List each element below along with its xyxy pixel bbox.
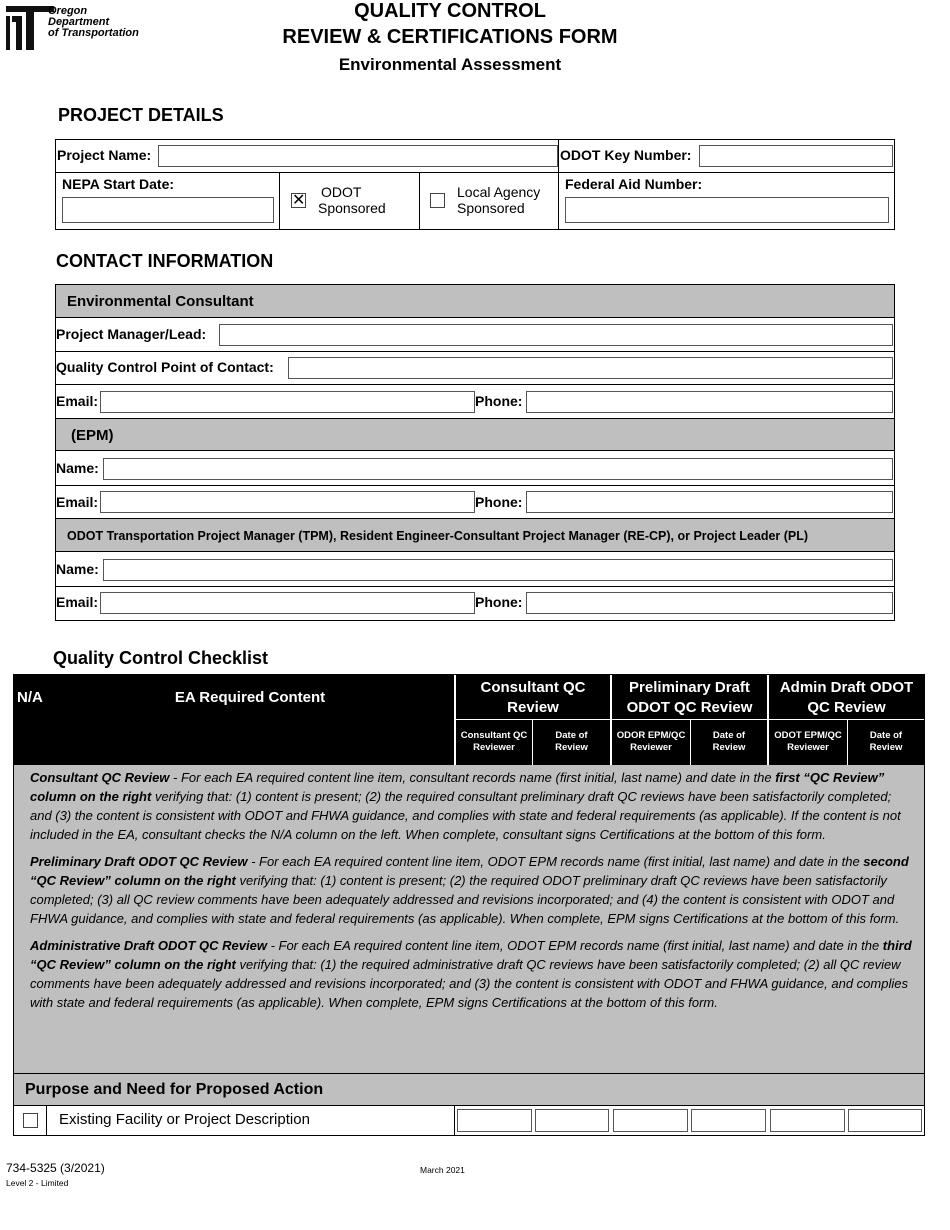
- project-details-title: PROJECT DETAILS: [58, 105, 224, 125]
- logo-line-3: of Transportation: [48, 27, 139, 39]
- prelim-reviewer-input[interactable]: [613, 1109, 688, 1132]
- epm-email-label: Email:: [56, 494, 99, 510]
- local-label-line2: Sponsored: [457, 200, 525, 216]
- divider: [558, 173, 559, 229]
- instruction-consultant: [30, 768, 912, 844]
- instruction-emphasis: second “QC Review” column on the right: [30, 854, 909, 888]
- epm-heading: (EPM): [56, 418, 894, 451]
- subheader-line: Review: [712, 742, 746, 753]
- form-subtitle: Environmental Assessment: [338, 55, 562, 74]
- form-number: 734-5325 (3/2021): [6, 1161, 105, 1175]
- consultant-date-input[interactable]: [535, 1109, 609, 1132]
- instruction-text: - For each EA required content line item, ODOT EPM records name (first initial, last name) and date in the: [247, 854, 864, 869]
- prelim-date-input[interactable]: [691, 1109, 766, 1132]
- divider: [56, 384, 894, 385]
- project-name-input[interactable]: [158, 145, 558, 167]
- pm-lead-input[interactable]: [219, 324, 893, 346]
- group-title-2: ODOT QC Review: [626, 699, 753, 716]
- qc-poc-label: Quality Control Point of Contact:: [56, 359, 274, 375]
- consultant-reviewer-subheader: [456, 730, 532, 754]
- admin-reviewer-input[interactable]: [770, 1109, 845, 1132]
- odot-label-line2: Sponsored: [318, 200, 386, 216]
- form-title-line1: QUALITY CONTROL: [354, 0, 546, 22]
- divider: [558, 140, 559, 172]
- local-label-line1: Local Agency: [457, 184, 541, 200]
- divider: [56, 485, 894, 486]
- instruction-text: - For each EA required content line item, consultant records name (first initial, last name) and date in the: [169, 770, 776, 785]
- divider: [46, 1106, 47, 1135]
- odot-sponsored-checkbox[interactable]: ✕: [292, 192, 306, 209]
- logo-line-2: Department: [48, 16, 110, 28]
- epm-email-input[interactable]: [100, 491, 475, 513]
- subheader-line: Date of: [869, 730, 903, 741]
- instruction-lead: Preliminary Draft ODOT QC Review: [30, 854, 248, 869]
- contact-info-title: CONTACT INFORMATION: [56, 251, 274, 271]
- group-title-2: Review: [507, 699, 559, 716]
- instruction-text: - For each EA required content line item, ODOT EPM records name (first initial, last name) and date in the: [266, 938, 883, 953]
- admin-reviewer-subheader: [769, 730, 847, 754]
- instruction-emphasis: first “QC Review” column on the right: [30, 770, 885, 804]
- qc-poc-input[interactable]: [288, 357, 893, 379]
- divider: [279, 173, 280, 229]
- key-number-label: ODOT Key Number:: [560, 147, 692, 163]
- na-column-header: N/A: [17, 689, 43, 706]
- instruction-lead: Consultant QC Review: [30, 770, 170, 785]
- instruction-emphasis: third “QC Review” column on the right: [30, 938, 912, 972]
- subheader-line: Review: [869, 742, 903, 753]
- consultant-email-input[interactable]: [100, 391, 475, 413]
- checklist-title: Quality Control Checklist: [53, 648, 269, 668]
- consultant-date-subheader: [533, 730, 610, 754]
- na-checkbox[interactable]: [23, 1113, 38, 1128]
- divider: [454, 1106, 455, 1135]
- divider: [456, 719, 610, 720]
- pm-lead-label: Project Manager/Lead:: [56, 326, 207, 342]
- divider: [56, 586, 894, 587]
- instruction-rest: verifying that: (1) content is present; (2) the required consultant preliminary draft QC reviews have been satisfactorily completed; and (3) the content is consistent with ODOT and FHWA guidance, and complies with state and federal requirements (as applicable). If the content is not included in the EA, consultant checks the N/A column on the left. When complete, consultant signs Certifications at the bottom of this form.: [30, 789, 901, 842]
- local-agency-label: [457, 184, 540, 216]
- epm-name-label: Name:: [56, 460, 99, 476]
- instruction-rest: verifying that: (1) the required administrative draft QC reviews have been satisfactorily completed; (2) all QC review comments have been adequately addressed and revisions incorporated; and (3) the content is consistent with ODOT and FHWA guidance, and complies with state and federal requirements (as applicable). When complete, EPM signs Certifications at the bottom of this form.: [30, 957, 908, 1010]
- consultant-phone-label: Phone:: [475, 393, 523, 409]
- odot-label-line1: ODOT: [321, 184, 362, 200]
- consultant-heading: Environmental Consultant: [56, 285, 894, 318]
- consultant-phone-input[interactable]: [526, 391, 893, 413]
- item-label: Existing Facility or Project Description: [59, 1111, 310, 1128]
- instruction-lead: Administrative Draft ODOT QC Review: [30, 938, 267, 953]
- divider: [55, 172, 895, 173]
- group-title-2: QC Review: [807, 699, 886, 716]
- subheader-line: Consultant QC: [460, 730, 528, 741]
- purpose-need-heading: Purpose and Need for Proposed Action: [14, 1073, 924, 1106]
- consultant-reviewer-input[interactable]: [457, 1109, 532, 1132]
- logo-line-1: Oregon: [48, 5, 88, 17]
- access-level: Level 2 - Limited: [6, 1178, 69, 1188]
- subheader-line: Date of: [555, 730, 588, 741]
- subheader-line: Reviewer: [787, 742, 829, 753]
- table-row: [14, 1106, 924, 1135]
- key-number-input[interactable]: [699, 145, 893, 167]
- nepa-start-input[interactable]: [62, 197, 274, 223]
- subheader-line: Date of: [712, 730, 746, 741]
- prelim-date-subheader: [691, 730, 767, 754]
- instruction-preliminary: [30, 852, 912, 928]
- prelim-reviewer-subheader: [612, 730, 690, 754]
- project-name-label: Project Name:: [57, 147, 152, 163]
- subheader-line: Reviewer: [630, 742, 672, 753]
- nepa-start-label: NEPA Start Date:: [62, 176, 175, 192]
- local-agency-checkbox[interactable]: [430, 193, 445, 208]
- odot-sponsored-label: [318, 184, 386, 216]
- federal-aid-input[interactable]: [565, 197, 889, 223]
- instruction-administrative: [30, 936, 912, 1012]
- form-title-line2: REVIEW & CERTIFICATIONS FORM: [282, 26, 618, 48]
- divider: [419, 173, 420, 229]
- epm-phone-label: Phone:: [475, 494, 523, 510]
- admin-date-subheader: [848, 730, 924, 754]
- epm-phone-input[interactable]: [526, 491, 893, 513]
- consultant-email-label: Email:: [56, 393, 99, 409]
- tpm-name-label: Name:: [56, 561, 99, 577]
- tpm-email-label: Email:: [56, 594, 99, 610]
- subheader-line: ODOT EPM/QC: [774, 730, 842, 741]
- epm-name-input[interactable]: [103, 458, 893, 480]
- tpm-heading: ODOT Transportation Project Manager (TPM), Resident Engineer-Consultant Project Manager (RE-CP), or Project Leader (PL): [56, 518, 894, 552]
- group-title-1: Preliminary Draft: [629, 679, 750, 696]
- tpm-phone-input[interactable]: [526, 592, 893, 614]
- subheader-line: Review: [555, 742, 588, 753]
- subheader-line: Reviewer: [473, 742, 515, 753]
- federal-aid-label: Federal Aid Number:: [565, 176, 703, 192]
- agency-name: [48, 6, 139, 39]
- admin-date-input[interactable]: [848, 1109, 922, 1132]
- divider: [56, 351, 894, 352]
- subheader-line: ODOR EPM/QC: [616, 730, 686, 741]
- tpm-phone-label: Phone:: [475, 594, 523, 610]
- footer-date: March 2021: [420, 1165, 465, 1175]
- instruction-rest: verifying that: (1) content is present; (2) the required ODOT preliminary draft QC reviews have been satisfactorily completed; (3) all QC review comments have been adequately addressed and revisions incorporated; and (4) the content is consistent with ODOT and FHWA guidance, and complies with state and federal requirements (as applicable). When complete, EPM signs Certifications at the bottom of this form.: [30, 873, 900, 926]
- group-title-1: Consultant QC: [480, 679, 586, 696]
- instructions-block: [14, 765, 924, 1074]
- tpm-name-input[interactable]: [103, 559, 893, 581]
- group-title-1: Admin Draft ODOT: [779, 679, 914, 696]
- tpm-email-input[interactable]: [100, 592, 475, 614]
- content-column-header: EA Required Content: [174, 689, 326, 706]
